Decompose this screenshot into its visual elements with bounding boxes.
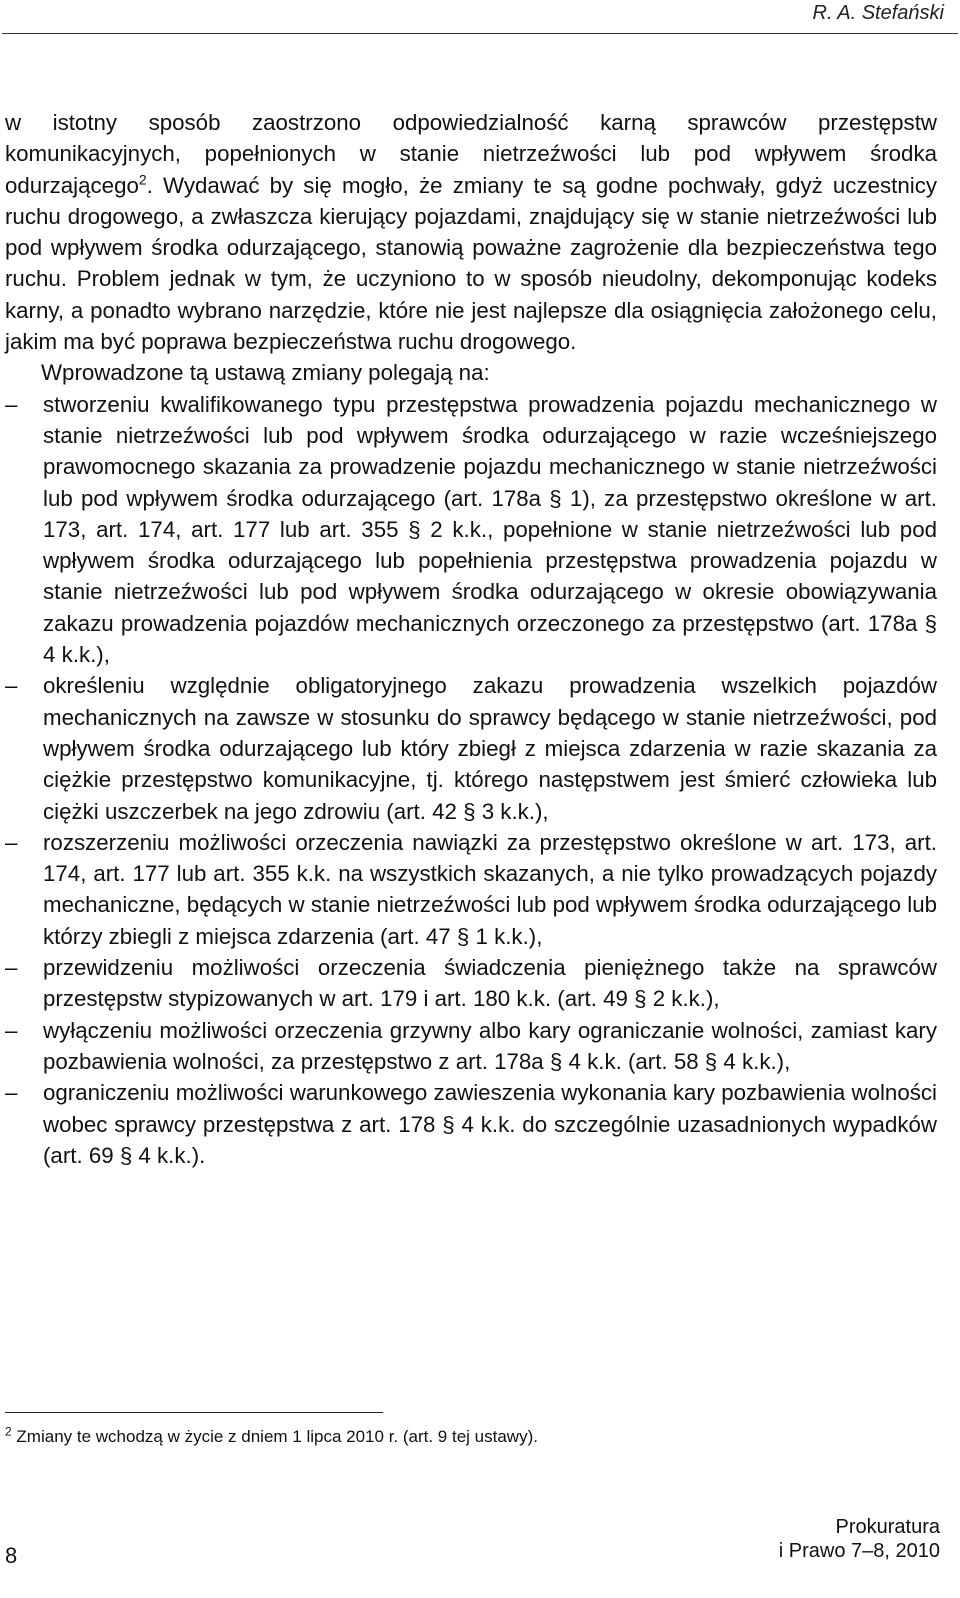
changes-list (5, 389, 937, 1171)
list-item (5, 389, 937, 671)
running-header-author: R. A. Stefański (812, 2, 944, 24)
footnote-reference: 2 (138, 171, 147, 188)
dash-bullet: – (5, 1017, 18, 1043)
list-item-text: stworzeniu kwalifikowanego typu przestępstwa prowadzenia pojazdu mechanicznego w stanie nietrzeźwości lub pod wpływem środka odurzającego w razie wcześniejszego prawomocnego skazania za prowadzenie pojazdu mechanicznego w stanie nietrzeźwości lub pod wpływem środka odurzającego (art. 178a § 1), za przestępstwo określone w art. 173, art. 174, art. 177 lub art. 355 § 2 k.k., popełnione w stanie nietrzeźwości lub pod wpływem środka odurzającego lub popełnienia przestępstwa prowadzenia pojazdu w stanie nietrzeźwości lub pod wpływem środka odurzającego w okresie obowiązywania zakazu prowadzenia pojazdów mechanicznych orzeczonego za przestępstwo (art. 178a § 4 k.k.), (43, 391, 937, 668)
intro-text-end: . Wydawać by się mogło, że zmiany te są godne pochwały, gdyż uczestnicy ruchu drogowego, a zwłaszcza kierujący pojazdami, znajdujący się w stanie nietrzeźwości lub pod wpływem środka odurzającego, stanowią poważne zagrożenie dla bezpieczeństwa tego ruchu. Problem jednak w tym, że uczyniono to w sposób nieudolny, dekomponując kodeks karny, a ponadto wybrano narzędzie, które nie jest najlepsze dla osiągnięcia założonego celu, jakim ma być poprawa bezpieczeństwa ruchu drogowego. (5, 172, 937, 355)
list-item-text: rozszerzeniu możliwości orzeczenia nawiązki za przestępstwo określone w art. 173, art. 174, art. 177 lub art. 355 k.k. na wszystkich skazanych, a nie tylko prowadzących pojazdy mechaniczne, będących w stanie nietrzeźwości lub pod wpływem środka odurzającego lub którzy zbiegli z miejsca zdarzenia (art. 47 § 1 k.k.), (43, 829, 937, 949)
list-item-text: ograniczeniu możliwości warunkowego zawieszenia wykonania kary pozbawienia wolności wobec sprawcy przestępstwa z art. 178 § 4 k.k. do szczególnie uzasadnionych wypadków (art. 69 § 4 k.k.). (43, 1080, 937, 1168)
list-item-text: przewidzeniu możliwości orzeczenia świadczenia pieniężnego także na sprawców przestępstw stypizowanych w art. 179 i art. 180 k.k. (art. 49 § 2 k.k.), (43, 955, 937, 1012)
intro-text-start: w istotny sposób zaostrzono odpowiedzialność karną sprawców przestępstw komunikacyjnych, popełnionych w stanie nietrzeźwości lub pod wpływem środka odurzającego (5, 110, 937, 198)
dash-bullet: – (5, 1080, 18, 1106)
journal-info (779, 1515, 940, 1563)
footnote-text: Zmiany te wchodzą w życie z dniem 1 lipca 2010 r. (art. 9 tej ustawy). (11, 1427, 538, 1446)
body-text (5, 107, 937, 1171)
header-rule (2, 33, 958, 34)
list-item-text: określeniu względnie obligatoryjnego zakazu prowadzenia wszelkich pojazdów mechanicznych na zawsze w stosunku do sprawcy będącego w stanie nietrzeźwości, pod wpływem środka odurzającego lub który zbiegł z miejsca zdarzenia w razie skazania za ciężkie przestępstwo komunikacyjne, tj. którego następstwem jest śmierć człowieka lub ciężki uszczerbek na jego zdrowiu (art. 42 § 3 k.k.), (43, 673, 937, 824)
list-item (5, 1015, 937, 1078)
page-number: 8 (5, 1543, 18, 1568)
dash-bullet: – (5, 955, 18, 981)
journal-issue: i Prawo 7–8, 2010 (778, 1540, 940, 1562)
list-item (5, 1077, 937, 1171)
dash-bullet: – (5, 829, 18, 855)
footnote-rule (5, 1412, 383, 1413)
list-item (5, 952, 937, 1015)
list-item (5, 827, 937, 952)
dash-bullet: – (5, 391, 18, 417)
list-item-text: wyłączeniu możliwości orzeczenia grzywny albo kary ograniczanie wolności, zamiast kary pozbawienia wolności, za przestępstwo z art. 178a § 4 k.k. (art. 58 § 4 k.k.), (43, 1017, 937, 1074)
journal-name: Prokuratura (835, 1516, 940, 1538)
intro-paragraph (5, 107, 937, 357)
footnote (5, 1425, 538, 1449)
list-item (5, 670, 937, 826)
dash-bullet: – (5, 673, 18, 699)
footnote-number: 2 (5, 1424, 12, 1439)
list-intro: Wprowadzone tą ustawą zmiany polegają na: (41, 360, 490, 386)
